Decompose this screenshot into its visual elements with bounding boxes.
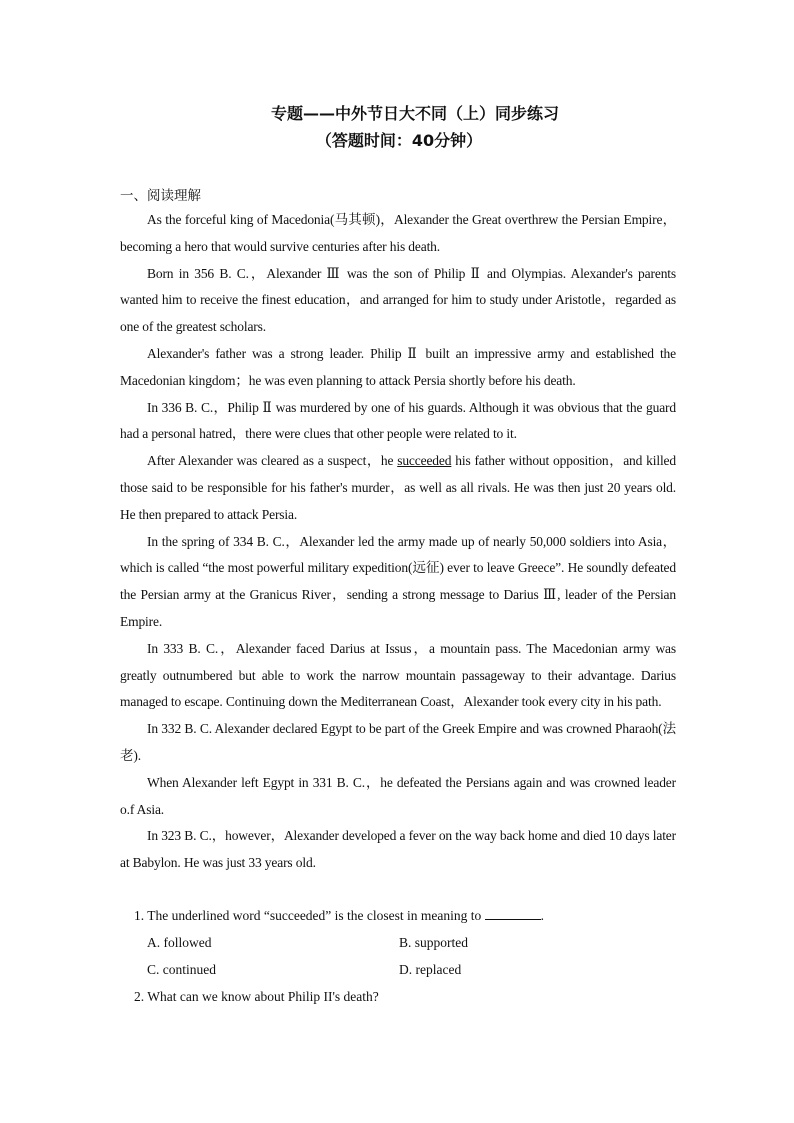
paragraph-with-underline	[120, 448, 676, 528]
question-stem: 2. What can we know about Philip II's death?	[134, 989, 379, 1004]
question-stem: 1. The underlined word “succeeded” is the closest in meaning to	[134, 908, 482, 923]
paragraph-text: his father without opposition，and killed those said to be responsible for his father's murder，as well as all rivals. He was then just 20 years old. He then prepared to attack Persia.	[120, 453, 676, 522]
answer-blank[interactable]	[485, 907, 541, 920]
paragraph: In 332 B. C. Alexander declared Egypt to be part of the Greek Empire and was crowned Pharaoh(法老).	[120, 721, 676, 763]
options-row	[134, 929, 674, 956]
paragraph: Alexander's father was a strong leader. Philip Ⅱ built an impressive army and established the Macedonian kingdom；he was even planning to attack Persia shortly before his death.	[120, 345, 676, 388]
paragraph: In 333 B. C.，Alexander faced Darius at Issus，a mountain pass. The Macedonian army was greatly outnumbered but able to work the narrow mountain passageway to their advantage. Darius managed to escape. Continuing down the Mediterranean Coast，Alexander took every city in his path.	[120, 640, 676, 710]
question-list	[134, 902, 674, 1010]
option-d[interactable]: D. replaced	[399, 962, 462, 977]
option-c[interactable]: C. continued	[147, 962, 216, 977]
paragraph: When Alexander left Egypt in 331 B. C.，he defeated the Persians again and was crowned leader o.f Asia.	[120, 774, 676, 817]
paragraph: In the spring of 334 B. C.，Alexander led the army made up of nearly 50,000 soldiers into Asia，which is called “the most powerful military expedition(远征) ever to leave Greece”. He soundly defeated the Persian army at the Granicus River，sending a strong message to Darius Ⅲ, leader of the Persian Empire.	[120, 533, 676, 629]
question-stem-end: .	[540, 908, 545, 923]
paragraph-text: After Alexander was cleared as a suspect，he	[147, 453, 398, 469]
underlined-word: succeeded	[397, 453, 452, 469]
question-2	[134, 983, 674, 1010]
reading-passage	[120, 207, 676, 877]
paragraph: In 323 B. C.，however，Alexander developed a fever on the way back home and died 10 days later at Babylon. He was just 33 years old.	[120, 828, 676, 871]
page-title: 专题——中外节日大不同（上）同步练习	[270, 104, 559, 123]
section-heading: 一、阅读理解	[120, 188, 201, 204]
paragraph: As the forceful king of Macedonia(马其顿)，Alexander the Great overthrew the Persian Empire，becoming a hero that would survive centuries after his death.	[120, 212, 676, 254]
option-b[interactable]: B. supported	[399, 935, 468, 950]
question-1	[134, 902, 674, 929]
paragraph: In 336 B. C.，Philip Ⅱ was murdered by one of his guards. Although it was obvious that the guard had a personal hatred，there were clues that other people were related to it.	[120, 399, 676, 442]
option-a[interactable]: A. followed	[147, 935, 212, 950]
paragraph: Born in 356 B. C.，Alexander Ⅲ was the son of Philip Ⅱ and Olympias. Alexander's parents wanted him to receive the finest education，and arranged for him to study under Aristotle，regarded as one of the greatest scholars.	[120, 265, 676, 335]
options-row	[134, 956, 674, 983]
time-limit-subtitle: （答题时间：40分钟）	[315, 131, 483, 150]
